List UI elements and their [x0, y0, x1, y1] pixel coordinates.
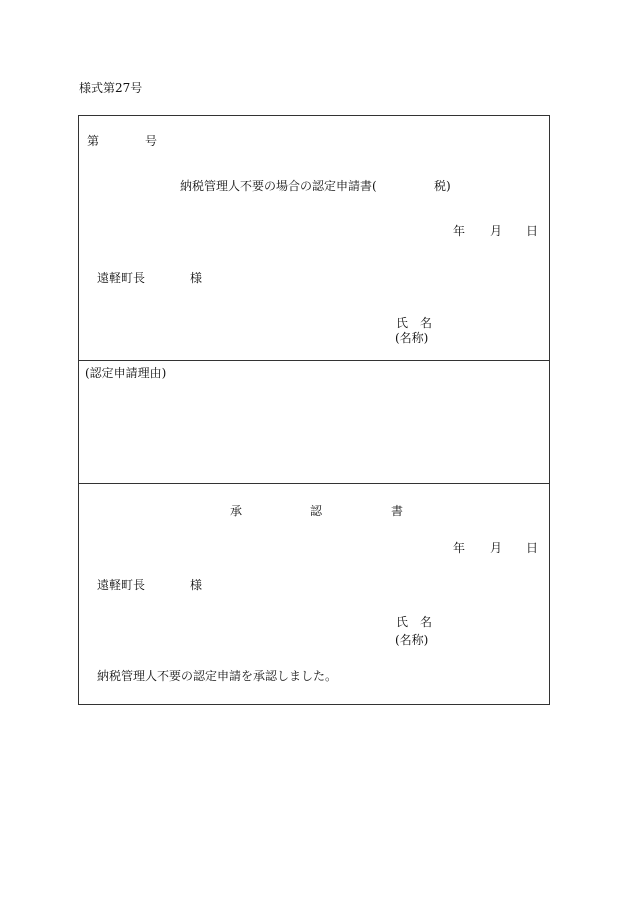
document-number-suffix: 号	[145, 134, 158, 148]
application-date-month: 月	[490, 224, 503, 238]
approval-date-year: 年	[453, 541, 466, 555]
application-honorific: 様	[190, 271, 203, 285]
form-number: 様式第27号	[79, 81, 143, 95]
application-title: 納税管理人不要の場合の認定申請書(	[180, 179, 377, 193]
applicant-name-label-mei: 名	[420, 316, 433, 330]
application-title-tax-suffix: 税)	[434, 179, 451, 193]
approver-name-label-mei: 名	[420, 615, 433, 629]
approval-section	[78, 483, 550, 705]
approval-statement: 納税管理人不要の認定申請を承認しました。	[97, 669, 338, 683]
applicant-name-label-meisho: (名称)	[395, 331, 429, 345]
document-number-prefix: 第	[87, 134, 100, 148]
reason-section	[78, 360, 550, 484]
reason-label: (認定申請理由)	[85, 366, 167, 380]
application-section	[78, 115, 550, 361]
applicant-name-label-shi: 氏	[396, 316, 409, 330]
approval-date-day: 日	[526, 541, 539, 555]
approval-title-char-2: 認	[310, 504, 323, 518]
approver-name-label-shi: 氏	[396, 615, 409, 629]
application-date-day: 日	[526, 224, 539, 238]
application-addressee: 遠軽町長	[97, 271, 146, 285]
approval-date-month: 月	[490, 541, 503, 555]
approver-name-label-meisho: (名称)	[395, 633, 429, 647]
approval-addressee: 遠軽町長	[97, 578, 146, 592]
approval-title-char-3: 書	[391, 504, 404, 518]
application-date-year: 年	[453, 224, 466, 238]
approval-title-char-1: 承	[230, 504, 243, 518]
approval-honorific: 様	[190, 578, 203, 592]
